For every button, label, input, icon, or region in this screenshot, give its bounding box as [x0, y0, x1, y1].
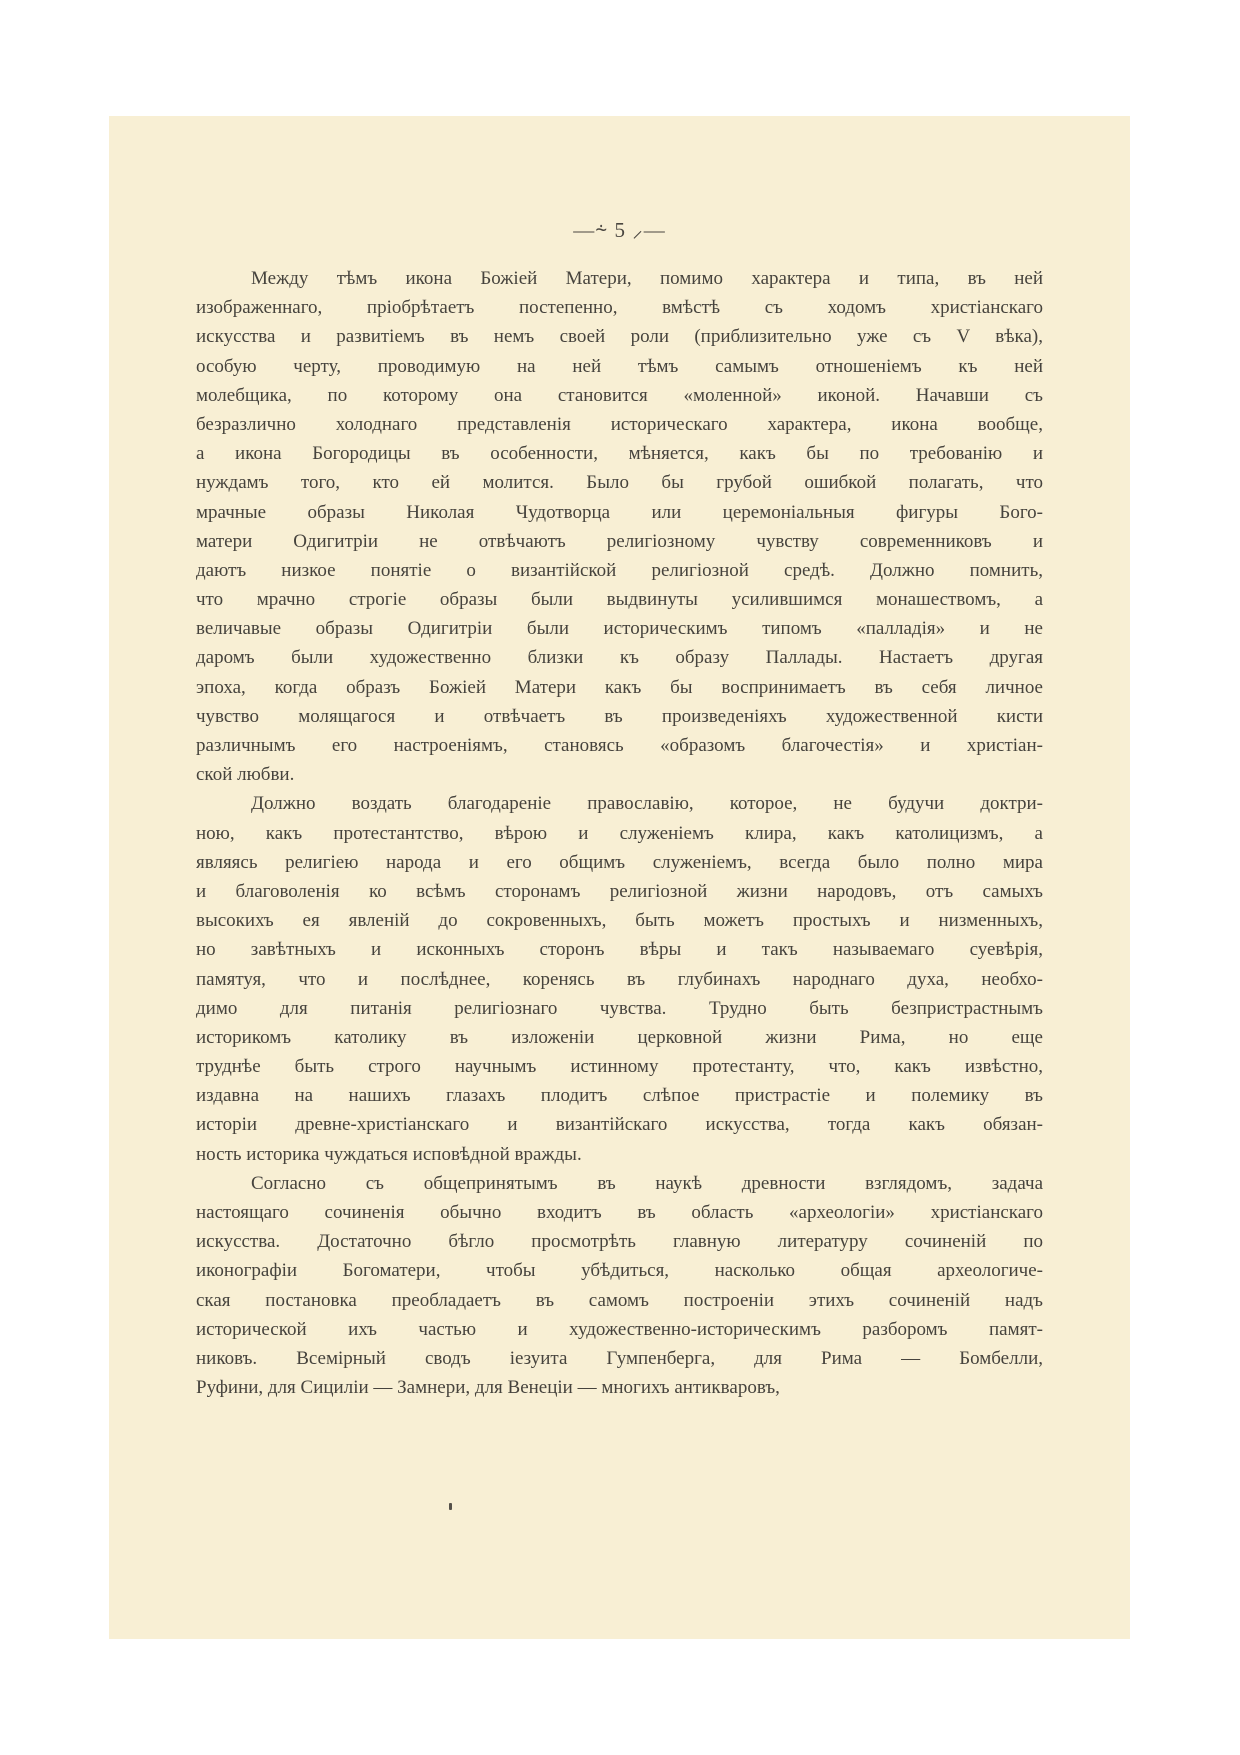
- text-line: искусства. Достаточно бѣгло просмотрѣть главную литературу сочиненій по: [196, 1231, 1043, 1253]
- text-line: особую черту, проводимую на ней тѣмъ самымъ отношеніемъ къ ней: [196, 355, 1043, 377]
- text-line: исторіи древне-христіанскаго и византійскаго искусства, тогда какъ обязан-: [196, 1114, 1043, 1136]
- text-line: Должно воздать благодареніе православію, которое, не будучи доктри-: [251, 793, 1043, 815]
- text-line: настоящаго сочиненія обычно входитъ въ область «археологіи» христіанскаго: [196, 1202, 1043, 1223]
- text-line: памятуя, что и послѣднее, коренясь въ глубинахъ народнаго духа, необхо-: [196, 968, 1043, 990]
- paragraph: [196, 1169, 1043, 1403]
- text-line: но завѣтныхъ и исконныхъ сторонъ вѣры и такъ называемаго суевѣрія,: [196, 939, 1043, 961]
- page-sheet: [109, 116, 1130, 1639]
- text-line: искусства и развитіемъ въ немъ своей роли (приблизительно уже съ V вѣка),: [196, 326, 1043, 348]
- text-line: димо для питанія религіознаго чувства. Трудно быть безпристрастнымъ: [196, 997, 1043, 1019]
- text-line: высокихъ ея явленій до сокровенныхъ, быть можетъ простыхъ и низменныхъ,: [196, 910, 1043, 932]
- text-line: изображеннаго, пріобрѣтаетъ постепенно, вмѣстѣ съ ходомъ христіанскаго: [196, 297, 1043, 319]
- text-line: и благоволенія ко всѣмъ сторонамъ религіозной жизни народовъ, отъ самыхъ: [196, 880, 1043, 902]
- text-line: даютъ низкое понятіе о византійской религіозной средѣ. Должно помнить,: [196, 559, 1043, 581]
- text-line: ною, какъ протестантство, вѣрою и служеніемъ клира, какъ католицизмъ, а: [196, 822, 1043, 844]
- text-line: Руфини, для Сициліи — Замнери, для Венеціи — многихъ антикваровъ,: [196, 1377, 780, 1399]
- text-line: ской любви.: [196, 764, 295, 786]
- text-line: чувство молящагося и отвѣчаетъ въ произведеніяхъ художественной кисти: [196, 705, 1043, 727]
- text-line: матери Одигитріи не отвѣчаютъ религіозному чувству современниковъ и: [196, 530, 1043, 552]
- paragraph: [196, 264, 1043, 789]
- text-line: безразлично холоднаго представленія историческаго характера, икона вообще,: [196, 413, 1043, 435]
- text-line: являясь религіею народа и его общимъ служеніемъ, всегда было полно мира: [196, 851, 1043, 873]
- text-line: а икона Богородицы въ особенности, мѣняется, какъ бы по требованію и: [196, 443, 1043, 465]
- text-line: иконографіи Богоматери, чтобы убѣдиться, насколько общая археологиче-: [196, 1260, 1043, 1282]
- ink-speck: [449, 1503, 452, 1510]
- text-line: мрачные образы Николая Чудотворца или церемоніальныя фигуры Бого-: [196, 501, 1043, 523]
- text-line: нуждамъ того, кто ей молится. Было бы грубой ошибкой полагать, что: [196, 472, 1043, 494]
- text-line: величавые образы Одигитріи были историческимъ типомъ «палладія» и не: [196, 618, 1043, 640]
- text-line: молебщика, по которому она становится «моленной» иконой. Начавши съ: [196, 384, 1043, 406]
- text-line: никовъ. Всемірный сводъ іезуита Гумпенберга, для Рима — Бомбелли,: [196, 1347, 1043, 1369]
- paragraph: [196, 789, 1043, 1168]
- text-line: труднѣе быть строго научнымъ истинному протестанту, что, какъ извѣстно,: [196, 1056, 1043, 1078]
- text-line: ность историка чуждаться исповѣдной вражды.: [196, 1143, 582, 1165]
- text-line: даромъ были художественно близки къ образу Паллады. Настаетъ другая: [196, 647, 1043, 669]
- text-line: исторической ихъ частью и художественно-историческимъ разборомъ памят-: [196, 1318, 1043, 1340]
- text-line: что мрачно строгіе образы были выдвинуты усилившимся монашествомъ, а: [196, 589, 1043, 611]
- text-line: издавна на нашихъ глазахъ плодитъ слѣпое пристрастіе и полемику въ: [196, 1085, 1043, 1107]
- text-line: различнымъ его настроеніямъ, становясь «образомъ благочестія» и христіан-: [196, 735, 1043, 756]
- text-line: историкомъ католику въ изложеніи церковной жизни Рима, но еще: [196, 1026, 1043, 1048]
- text-line: Между тѣмъ икона Божіей Матери, помимо характера и типа, въ ней: [251, 268, 1043, 289]
- text-line: эпоха, когда образъ Божіей Матери какъ бы воспринимаетъ въ себя личное: [196, 676, 1043, 698]
- page-number: —⸞ 5 ⸝—: [573, 218, 666, 242]
- text-block: [196, 264, 1043, 1402]
- text-line: Согласно съ общепринятымъ въ наукѣ древности взглядомъ, задача: [251, 1172, 1043, 1194]
- text-line: ская постановка преобладаетъ въ самомъ построеніи этихъ сочиненій надъ: [196, 1289, 1043, 1311]
